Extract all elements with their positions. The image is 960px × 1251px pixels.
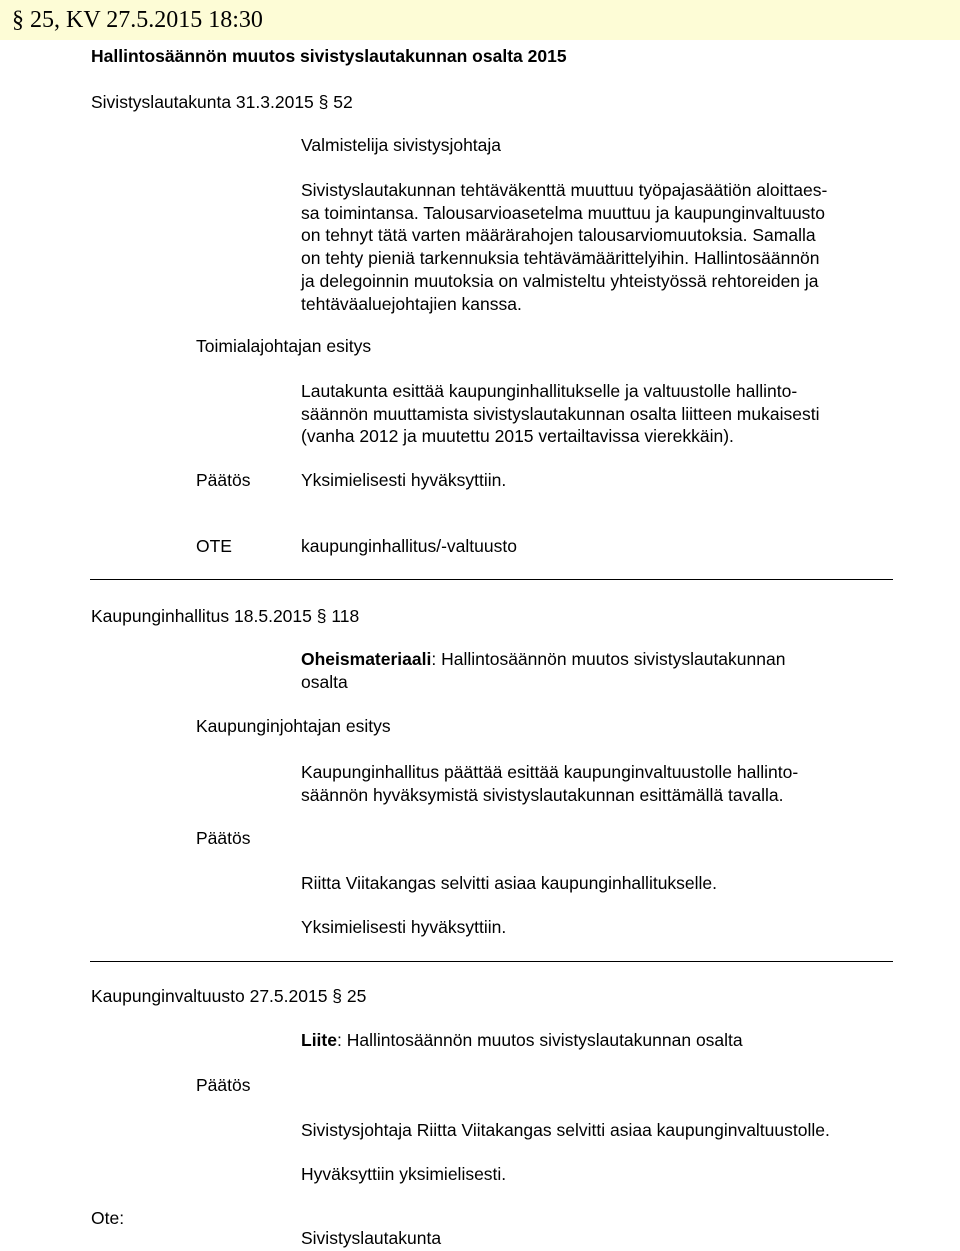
- intro-line: Sivistyslautakunnan tehtäväkenttä muuttuu työpajasäätiön aloittaes-: [301, 180, 828, 200]
- meeting-sivistyslautakunta: Sivistyslautakunta 31.3.2015 § 52: [91, 92, 353, 112]
- intro-line: on tehnyt tätä varten määrärahojen talousarviomuutoksia. Samalla: [301, 225, 816, 246]
- intro-line: tehtäväaluejohtajien kanssa.: [301, 293, 522, 314]
- attachment: [301, 1029, 743, 1051]
- proposal-paragraph: [301, 380, 901, 448]
- proposal-line: (vanha 2012 ja muutettu 2015 vertailtavissa vierekkäin).: [301, 426, 734, 447]
- section-divider: [90, 579, 893, 580]
- kh-proposal-label: Kaupunginjohtajan esitys: [196, 716, 391, 736]
- kv-ote-label: Ote:: [91, 1208, 125, 1228]
- attachment-label: Liite: [301, 1030, 337, 1050]
- ote-recipient: kaupunginhallitus/-valtuusto: [301, 536, 517, 556]
- proposal-line: Lautakunta esittää kaupunginhallitukselle ja valtuustolle hallinto-: [301, 381, 798, 401]
- intro-paragraph: [301, 179, 901, 315]
- section-banner: [0, 0, 960, 40]
- document-title: Hallintosäännön muutos sivistyslautakunnan osalta 2015: [91, 46, 567, 66]
- kv-decision-line: Hyväksyttiin yksimielisesti.: [301, 1164, 507, 1184]
- material-text: : Hallintosäännön muutos sivistyslautakunnan: [431, 649, 786, 669]
- meeting-kaupunginvaltuusto: Kaupunginvaltuusto 27.5.2015 § 25: [91, 986, 367, 1006]
- meeting-kaupunginhallitus: Kaupunginhallitus 18.5.2015 § 118: [91, 606, 360, 626]
- proposal-line: säännön muuttamista sivistyslautakunnan osalta liitteen mukaisesti: [301, 403, 820, 424]
- material-label: Oheismateriaali: [301, 649, 432, 669]
- kv-ote-recipient: Sivistyslautakunta: [301, 1228, 442, 1248]
- preparer: Valmistelija sivistysjohtaja: [301, 135, 502, 155]
- decision-label: Päätös: [196, 470, 251, 490]
- banner-text: § 25, KV 27.5.2015 18:30: [12, 7, 263, 33]
- kv-decision-line: Sivistysjohtaja Riitta Viitakangas selvitti asiaa kaupunginvaltuustolle.: [301, 1120, 830, 1140]
- kh-proposal-line: säännön hyväksymistä sivistyslautakunnan esittämällä tavalla.: [301, 784, 784, 805]
- material-paragraph: [301, 648, 901, 693]
- kv-decision-label: Päätös: [196, 1075, 251, 1095]
- kh-proposal-line: Kaupunginhallitus päättää esittää kaupunginvaltuustolle hallinto-: [301, 762, 799, 782]
- attachment-text: : Hallintosäännön muutos sivistyslautakunnan osalta: [336, 1030, 743, 1050]
- kh-decision-line: Riitta Viitakangas selvitti asiaa kaupunginhallitukselle.: [301, 873, 718, 893]
- material-line: [301, 648, 901, 671]
- kh-proposal-paragraph: [301, 761, 901, 806]
- section-divider: [90, 961, 893, 962]
- intro-line: ja delegoinnin muutoksia on valmisteltu yhteistyössä rehtoreiden ja: [301, 270, 819, 291]
- kh-decision-line: Yksimielisesti hyväksyttiin.: [301, 917, 507, 937]
- proposal-label: Toimialajohtajan esitys: [196, 336, 372, 356]
- kh-decision-label: Päätös: [196, 828, 251, 848]
- intro-line: on tehty pieniä tarkennuksia tehtävämäärittelyihin. Hallintosäännön: [301, 248, 820, 269]
- intro-line: sa toimintansa. Talousarvioasetelma muuttuu ja kaupunginvaltuusto: [301, 202, 826, 223]
- ote-label: OTE: [196, 536, 232, 556]
- material-line: osalta: [301, 671, 348, 692]
- decision-text: Yksimielisesti hyväksyttiin.: [301, 470, 507, 490]
